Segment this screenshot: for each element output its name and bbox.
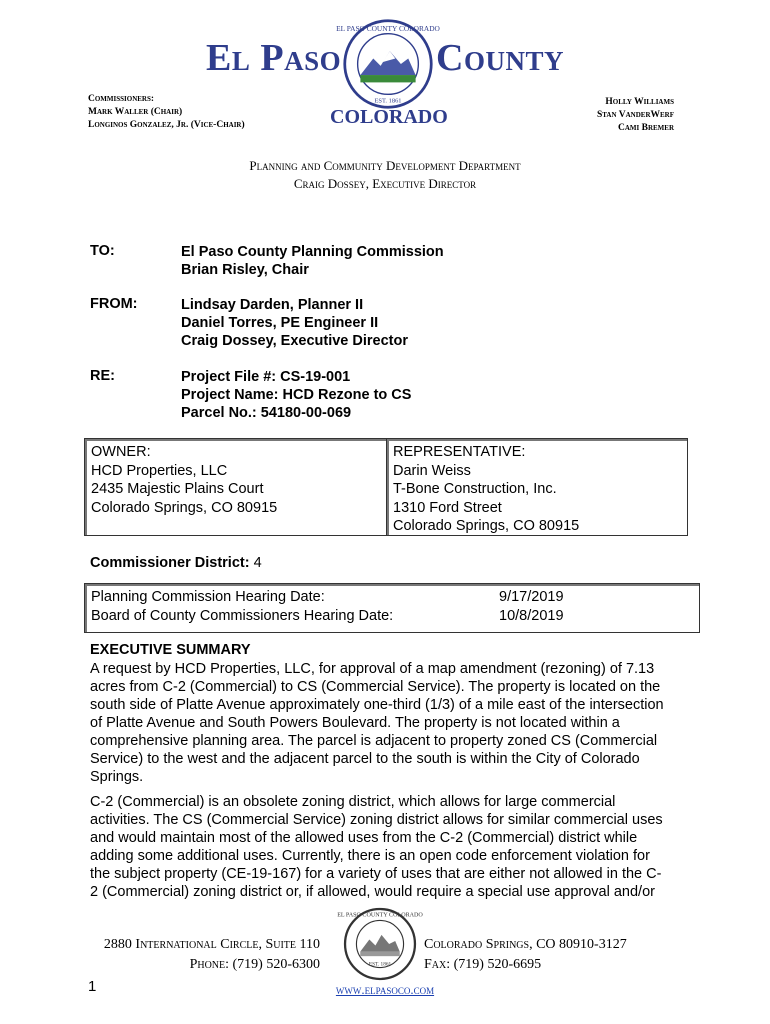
para2-line-6: 2 (Commercial) zoning district or, if allowed, would require a special use approval and/or — [90, 884, 655, 900]
re-line-3: Parcel No.: 54180-00-069 — [181, 405, 352, 421]
small-seal-text-top: EL PASO COUNTY COLORADO — [337, 912, 423, 919]
para2-line-3: and would maintain most of the allowed uses from the C-2 (Commercial) district while — [90, 830, 638, 846]
para1-line-7: Springs. — [90, 769, 144, 785]
owner-label: OWNER: — [91, 444, 151, 460]
footer-phone: Phone: (719) 520-6300 — [189, 957, 320, 972]
department-name: Planning and Community Development Department — [249, 158, 521, 173]
para1-line-1: A request by HCD Properties, LLC, for approval of a map amendment (rezoning) of 7.13 — [90, 661, 655, 677]
commissioners-right — [597, 96, 674, 135]
footer-city-block — [424, 935, 627, 975]
para1-line-2: acres from C-2 (Commercial) to CS (Commercial Service). The property is located on the — [90, 679, 661, 695]
commissioner-chair: Mark Waller (Chair) — [88, 107, 183, 117]
executive-director: Craig Dossey, Executive Director — [293, 176, 477, 191]
brand-name-left: El Paso — [206, 37, 342, 79]
bocc-hearing-date: 10/8/2019 — [499, 607, 564, 624]
para1-line-5: comprehensive planning area. The parcel is adjacent to property zoned CS (Commercial — [90, 733, 658, 749]
commissioner-district — [90, 555, 262, 571]
re-subject — [181, 368, 411, 422]
footer-address-block — [62, 935, 320, 975]
to-recipients — [181, 243, 444, 279]
representative-name: Darin Weiss — [393, 462, 471, 479]
to-line-1: El Paso County Planning Commission — [181, 244, 444, 260]
owner-box — [84, 438, 388, 536]
re-line-1: Project File #: CS-19-001 — [181, 369, 351, 385]
owner-address-1: 2435 Majestic Plains Court — [91, 481, 264, 497]
commissioner-4: Stan VanderWerf — [597, 110, 674, 120]
from-line-1: Lindsay Darden, Planner II — [181, 297, 364, 313]
commissioner-vice-chair: Longinos Gonzalez, Jr. (Vice-Chair) — [88, 120, 245, 130]
summary-paragraph-1 — [90, 660, 690, 786]
representative-address-1: 1310 Ford Street — [393, 499, 502, 516]
footer-address: 2880 International Circle, Suite 110 — [103, 937, 320, 952]
re-label: RE: — [90, 368, 115, 384]
pc-hearing-date: 9/17/2019 — [499, 589, 564, 605]
county-seal-logo — [336, 18, 440, 110]
seal-text-top: EL PASO COUNTY COLORADO — [336, 23, 440, 33]
from-senders — [181, 296, 408, 350]
district-label: Commissioner District: — [90, 555, 250, 571]
owner-address-2: Colorado Springs, CO 80915 — [91, 499, 278, 516]
from-line-3: Craig Dossey, Executive Director — [181, 333, 408, 349]
county-seal-small-logo — [337, 906, 423, 982]
para2-line-1: C-2 (Commercial) is an obsolete zoning district, which allows for large commercial — [90, 794, 616, 810]
para1-line-6: Service) to the west and the adjacent parcel to the south is within the City of Colorado — [90, 751, 640, 767]
page-number: 1 — [88, 978, 97, 995]
para1-line-4: of Platte Avenue and South Powers Boulevard. The property is not located within a — [90, 715, 620, 731]
bocc-hearing-label: Board of County Commissioners Hearing Date: — [91, 607, 394, 624]
executive-summary-heading: EXECUTIVE SUMMARY — [90, 642, 251, 658]
to-label: TO: — [90, 243, 115, 259]
seal-text-bottom: EST. 1861 — [374, 97, 402, 105]
department-heading — [0, 157, 770, 193]
to-line-2: Brian Risley, Chair — [181, 262, 309, 278]
para1-line-3: south side of Platte Avenue approximately one-third (1/3) of a mile east of the intersection — [90, 697, 664, 713]
brand-name-right: County — [436, 37, 564, 79]
commissioner-5: Cami Bremer — [617, 123, 674, 133]
from-line-2: Daniel Torres, PE Engineer II — [181, 315, 379, 331]
small-seal-text-bottom: EST. 1861 — [368, 961, 392, 968]
representative-label: REPRESENTATIVE: — [393, 444, 526, 460]
para2-line-4: adding some additional uses. Currently, there is an open code enforcement violation for — [90, 848, 650, 864]
pc-hearing-label: Planning Commission Hearing Date: — [91, 589, 325, 605]
footer-fax: Fax: (719) 520-6695 — [424, 957, 542, 972]
para2-line-5: the subject property (CE-19-167) for a variety of uses that are either not allowed in the C- — [90, 866, 662, 882]
re-line-2: Project Name: HCD Rezone to CS — [181, 387, 412, 403]
website-link[interactable]: www.elpasoco.com — [335, 982, 435, 997]
commissioners-left — [88, 93, 245, 132]
representative-box — [386, 438, 688, 536]
owner-name: HCD Properties, LLC — [91, 462, 228, 479]
representative-company: T-Bone Construction, Inc. — [393, 481, 557, 497]
district-value: 4 — [253, 555, 262, 571]
para2-line-2: activities. The CS (Commercial Service) zoning district allows for similar commercial uses — [90, 812, 663, 828]
from-label: FROM: — [90, 296, 138, 312]
summary-paragraph-2 — [90, 793, 690, 901]
commissioner-3: Holly Williams — [605, 97, 674, 107]
brand-state: COLORADO — [330, 106, 448, 128]
commissioners-label: Commissioners: — [88, 94, 155, 104]
representative-address-2: Colorado Springs, CO 80915 — [393, 518, 580, 534]
footer-city: Colorado Springs, CO 80910-3127 — [424, 937, 627, 952]
hearing-dates-box — [84, 583, 700, 633]
